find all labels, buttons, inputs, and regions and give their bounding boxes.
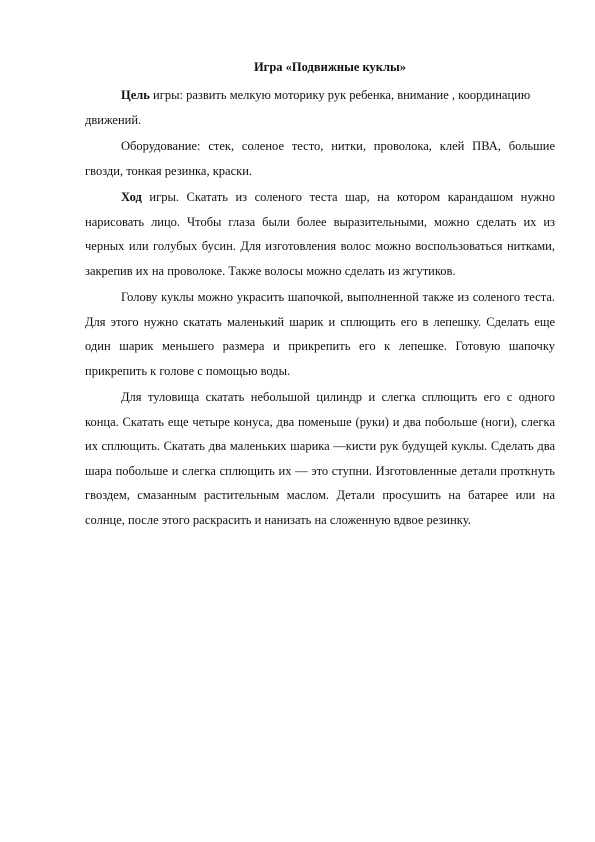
document-body	[85, 54, 555, 534]
goal-label: Цель	[121, 88, 150, 102]
hat-paragraph: Голову куклы можно украсить шапочкой, выполненной также из соленого теста. Для этого нужно скатать маленький шарик и сплющить его в лепешку. Сделать еще один шарик меньшего размера и прикрепить его к лепешке. Готовую шапочку прикрепить к голове с помощью воды.	[85, 290, 555, 378]
goal-paragraph	[85, 83, 555, 132]
goal-text: игры: развить мелкую моторику рук ребенка, внимание , координацию движений.	[85, 88, 531, 127]
procedure-text: игры. Скатать из соленого теста шар, на котором карандашом нужно нарисовать лицо. Чтобы глаза были более выразительными, можно сделать их из черных или голубых бусин. Для изготовления волос можно воспользоваться нитками, закрепив их на проволоке. Также волосы можно сделать из жгутиков.	[85, 190, 555, 278]
document-title: Игра «Подвижные куклы»	[253, 60, 407, 74]
body-paragraph: Для туловища скатать небольшой цилиндр и слегка сплющить его с одного конца. Скатать еще четыре конуса, два поменьше (руки) и два побольше (ноги), слегка их сплющить. Скатать два маленьких шарика —кисти рук будущей куклы. Сделать два шара побольше и слегка сплющить их — это ступни. Изготовленные детали проткнуть гвоздем, смазанным растительным маслом. Детали просушить на батарее или на солнце, после этого раскрасить и нанизать на сложенную вдвое резинку.	[85, 390, 555, 527]
procedure-label: Ход	[121, 190, 142, 204]
procedure-paragraph	[85, 185, 555, 283]
equipment-paragraph: Оборудование: стек, соленое тесто, нитки, проволока, клей ПВА, большие гвозди, тонкая резинка, краски.	[85, 139, 555, 178]
